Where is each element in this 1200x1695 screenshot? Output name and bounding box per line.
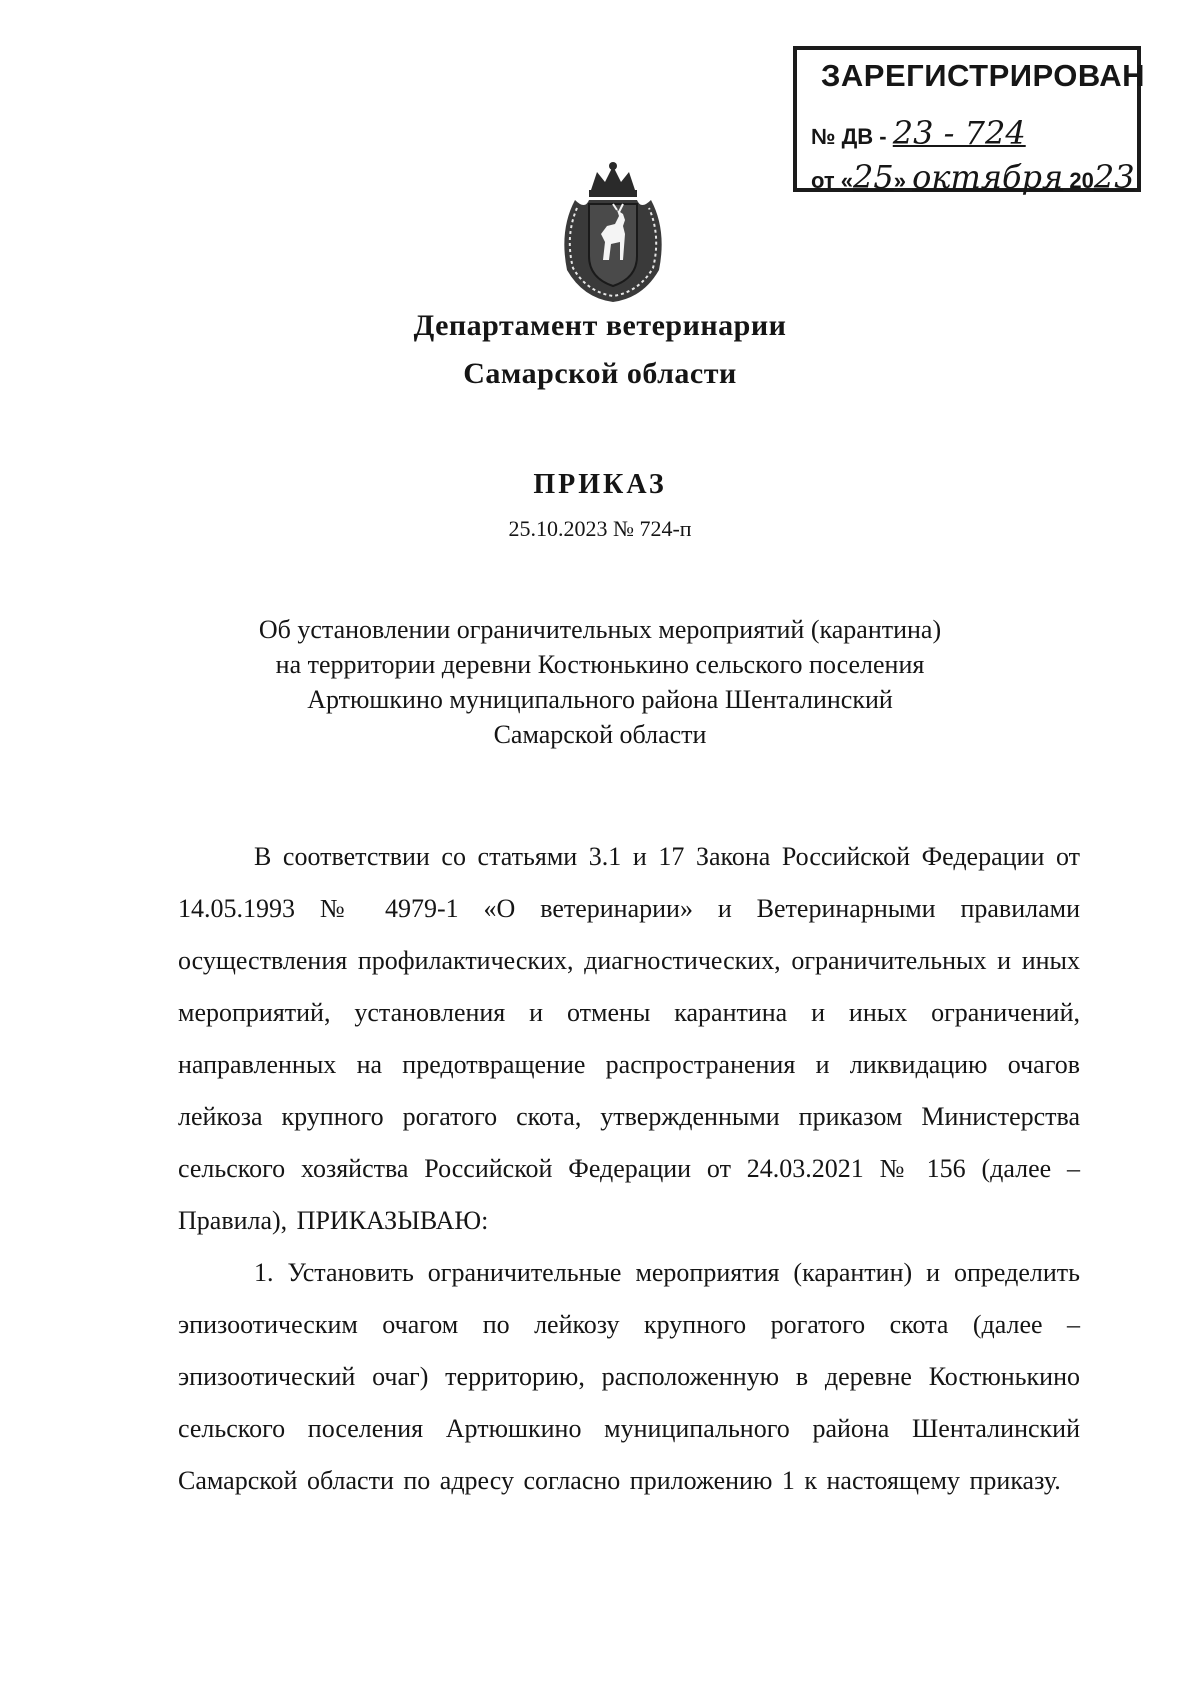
- order-body: [178, 831, 1080, 1507]
- department-name-line1: Департамент ветеринарии: [413, 309, 787, 342]
- subject-line: Об установлении ограничительных мероприятий (карантина): [258, 615, 942, 644]
- subject-line: Артюшкино муниципального района Шенталинский: [307, 685, 893, 714]
- stamp-number-line: [811, 114, 1026, 152]
- body-paragraph-item-1: 1. Установить ограничительные мероприятия (карантин) и определить эпизоотическим очагом по лейкозу крупного рогатого скота (далее – эпизоотический очаг) территорию, расположенную в деревне Костюнькино сельского поселения Артюшкино муниципального района Шенталинский Самарской области по адресу согласно приложению 1 к настоящему приказу.: [178, 1258, 1080, 1495]
- document-number: 25.10.2023 № 724-п: [508, 516, 692, 541]
- stamp-date-prefix: от «: [811, 168, 854, 193]
- registration-stamp: [793, 46, 1146, 196]
- stamp-year-prefix: 20: [1069, 168, 1094, 193]
- subject-line: на территории деревни Костюнькино сельского поселения: [275, 650, 925, 679]
- body-paragraph-preamble: В соответствии со статьями 3.1 и 17 Закона Российской Федерации от 14.05.1993 № 4979-1 «О ветеринарии» и Ветеринарными правилами осуществления профилактических, диагностических, ограничительных и иных мероприятий, установления и отмены карантина и иных ограничений, направленных на предотвращение распространения и ликвидацию очагов лейкоза крупного рогатого скота, утвержденными приказом Министерства сельского хозяйства Российской Федерации от 24.03.2021 № 156 (далее – Правила), ПРИКАЗЫВАЮ:: [178, 842, 1080, 1235]
- stamp-number-handwritten: 23 - 724: [892, 114, 1026, 152]
- stamp-date-line: [811, 158, 1135, 196]
- document-type: ПРИКАЗ: [533, 469, 667, 500]
- subject-line: Самарской области: [493, 720, 707, 749]
- stamp-year-handwritten: 23: [1093, 158, 1135, 196]
- stamp-day-handwritten: 25: [853, 158, 894, 196]
- stamp-date-mid: »: [893, 168, 906, 193]
- stamp-number-prefix: № ДВ -: [811, 124, 887, 149]
- stamp-title: ЗАРЕГИСТРИРОВАН: [821, 58, 1146, 93]
- stamp-month-handwritten: октября: [912, 158, 1064, 196]
- department-name-line2: Самарской области: [463, 357, 737, 390]
- coat-of-arms-icon: [553, 160, 673, 306]
